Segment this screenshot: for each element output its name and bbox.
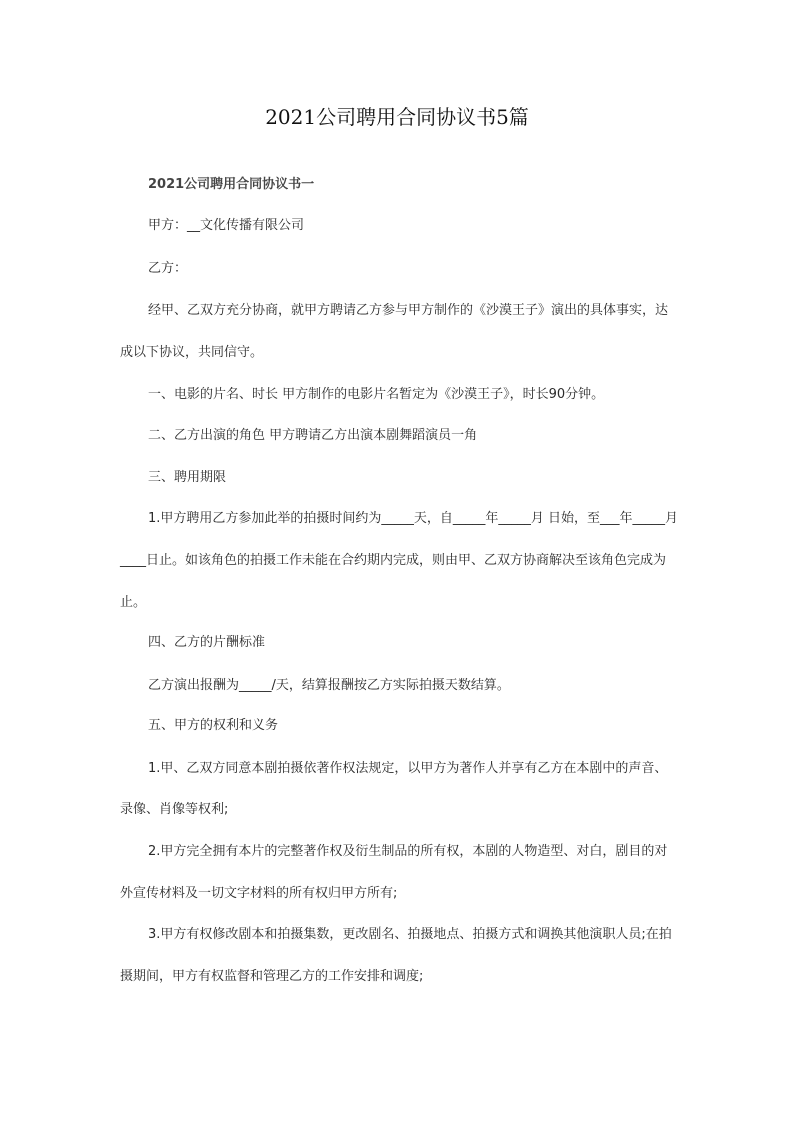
right-2-line-1: 2.甲方完全拥有本片的完整著作权及衍生制品的所有权，本剧的人物造型、对白，剧目的对 [148,844,668,859]
term-paragraph-line-2: ____日止。如该角色的拍摄工作未能在合约期内完成，则由甲、乙双方协商解决至该角色完成为 [120,553,667,568]
right-2-line-2: 外宣传材料及一切文字材料的所有权归甲方所有; [120,886,398,901]
clause-2: 二、乙方出演的角色 甲方聘请乙方出演本剧舞蹈演员一角 [148,428,478,443]
right-1-line-2: 录像、肖像等权利; [120,802,229,817]
clause-3-heading: 三、聘用期限 [148,470,227,485]
right-3-line-1: 3.甲方有权修改剧本和拍摄集数，更改剧名、拍摄地点、拍摄方式和调换其他演职人员;在拍 [148,927,672,942]
intro-paragraph-line-1: 经甲、乙双方充分协商，就甲方聘请乙方参与甲方制作的《沙漠王子》演出的具体事实，达 [148,303,669,318]
right-1-line-1: 1.甲、乙双方同意本剧拍摄依著作权法规定，以甲方为著作人并享有乙方在本剧中的声音、 [148,761,668,776]
party-b-line: 乙方： [148,261,188,276]
right-3-line-2: 摄期间，甲方有权监督和管理乙方的工作安排和调度; [120,969,424,984]
term-paragraph-line-1: 1.甲方聘用乙方参加此举的拍摄时间约为_____天，自_____年_____月 日始，至___年_____月 [148,511,679,526]
section-heading: 2021公司聘用合同协议书一 [148,177,315,192]
intro-paragraph-line-2: 成以下协议，共同信守。 [120,345,264,360]
clause-5-heading: 五、甲方的权利和义务 [148,718,279,733]
document-title: 2021公司聘用合同协议书5篇 [265,105,529,129]
clause-1: 一、电影的片名、时长 甲方制作的电影片名暂定为《沙漠王子》，时长90分钟。 [148,387,605,402]
term-paragraph-line-3: 止。 [120,595,147,610]
party-a-line: 甲方：__文化传播有限公司 [148,218,305,233]
pay-line: 乙方演出报酬为_____/天，结算报酬按乙方实际拍摄天数结算。 [148,678,510,693]
clause-4-heading: 四、乙方的片酬标准 [148,635,266,650]
